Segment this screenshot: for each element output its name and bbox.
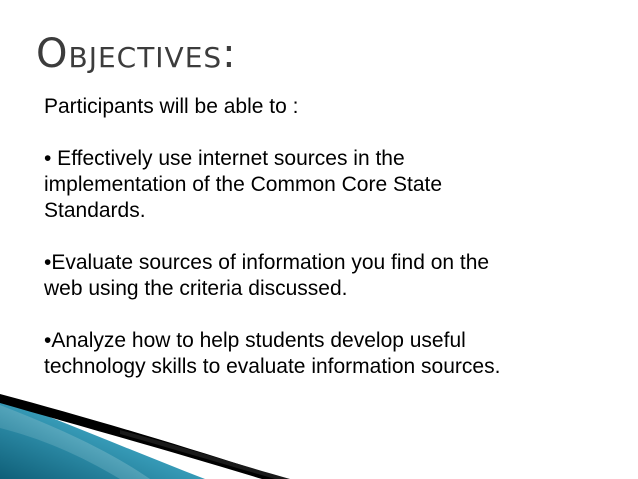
bullet-2: •Evaluate sources of information you find on the web using the criteria discussed. [44,251,490,300]
black-swoosh-tail-shape [120,430,290,479]
spacer [44,302,624,328]
spacer [44,120,624,146]
slide-title: Objectives: [36,31,237,77]
intro-text: Participants will be able to : [44,95,299,118]
black-swoosh-shape [0,394,285,479]
bullet-3: •Analyze how to help students develop useful technology skills to evaluate information sources. [44,329,501,378]
slide-body [44,94,624,380]
spacer [44,224,624,250]
teal-wedge-shape [0,398,205,479]
teal-highlight-shape [0,405,150,479]
bullet-1: • Effectively use internet sources in the implementation of the Common Core State Standards. [44,147,443,222]
